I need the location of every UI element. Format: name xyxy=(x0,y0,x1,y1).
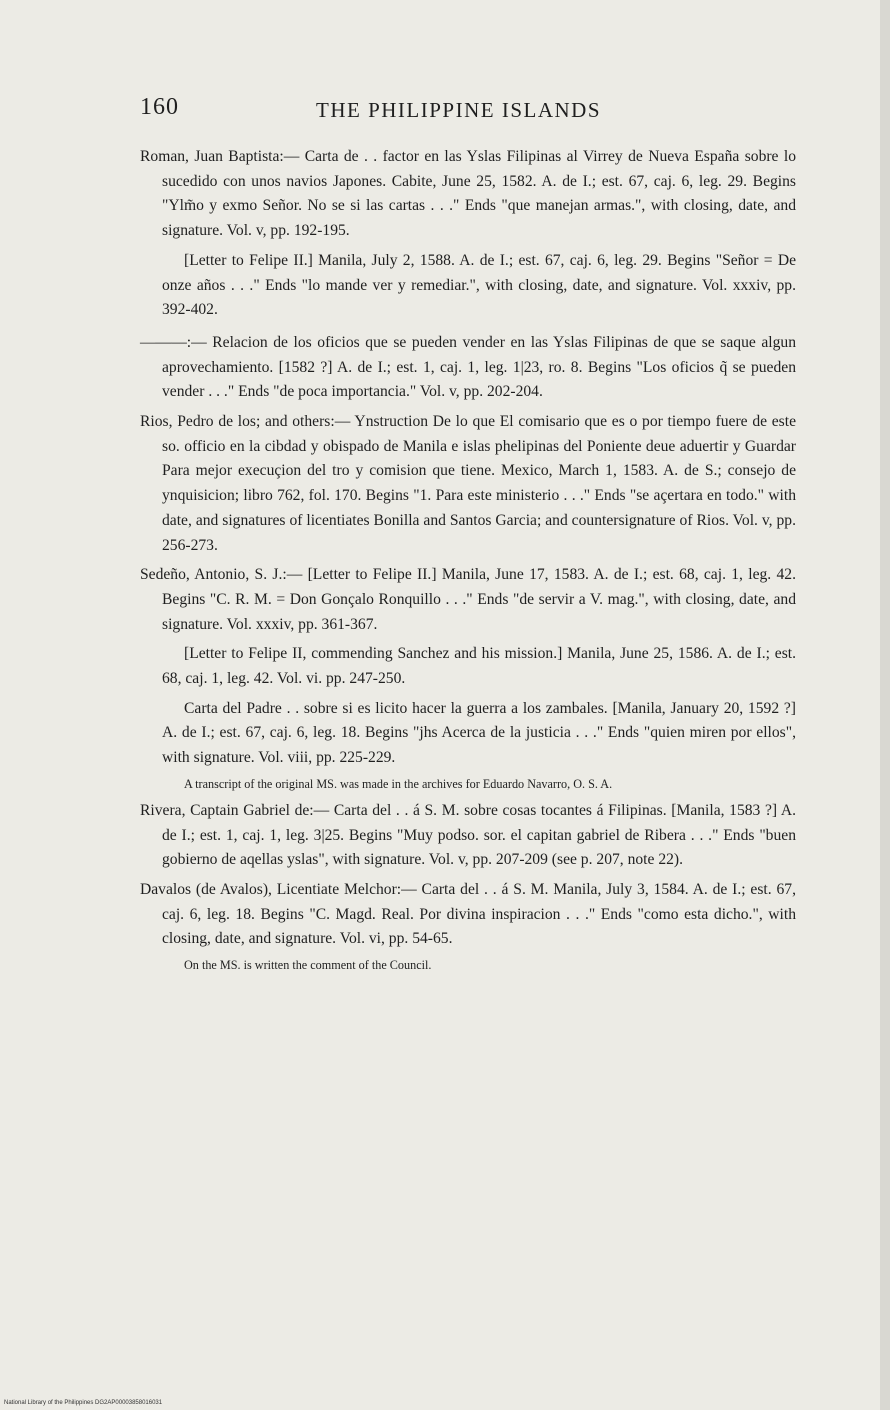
page-number: 160 xyxy=(140,94,179,120)
entry-rivera: Rivera, Captain Gabriel de:— Carta del . . á S. M. sobre cosas tocantes á Filipinas. [Manila, 1583 ?] A. de I.; est. 1, caj. 1, leg. 3|25. Begins "Muy podso. sor. el capitan gabriel de Ribera . . ." Ends "buen gobierno de aqellas yslas", with signature. Vol. v, pp. 207-209 (see p. 207, note 22). xyxy=(140,801,796,869)
page-edge xyxy=(880,0,890,1410)
entry-sedeno: Sedeño, Antonio, S. J.:— [Letter to Felipe II.] Manila, June 17, 1583. A. de I.; est. 68, caj. 1, leg. 42. Begins "C. R. M. = Don Gonçalo Ronquillo . . ." Ends "de servir a V. mag.", with closing, date, and signature. Vol. xxxiv, pp. 361-367. xyxy=(140,566,796,633)
bibliography-text xyxy=(140,145,796,980)
entry-sedeno-carta: Carta del Padre . . sobre si es licito hacer la guerra a los zambales. [Manila, January 20, 1592 ?] A. de I.; est. 67, caj. 6, leg. 18. Begins "jhs Acerca de la justicia . . ." Ends "quien miren por ellos", with signature. Vol. viii, pp. 225-229. xyxy=(162,699,796,767)
entry-roman: Roman, Juan Baptista:— Carta de . . factor en las Yslas Filipinas al Virrey de Nueva España sobre lo sucedido con unos navios Japones. Cabite, June 25, 1582. A. de I.; est. 67, caj. 6, leg. 29. Begins "Ylm̃o y exmo Señor. No se si las cartas . . ." Ends "que manejan armas.", with closing, date, and signature. Vol. v, pp. 192-195. xyxy=(140,148,796,240)
running-title: THE PHILIPPINE ISLANDS xyxy=(316,98,601,122)
transcript-note: A transcript of the original MS. was made in the archives for Eduardo Navarro, O. S. A. xyxy=(184,776,613,791)
entry-davalos: Davalos (de Avalos), Licentiate Melchor:— Carta del . . á S. M. Manila, July 3, 1584. A. de I.; est. 67, caj. 6, leg. 18. Begins "C. Magd. Real. Por divina inspiracion . . ." Ends "como esta dicho.", with closing, date, and signature. Vol. vi, pp. 54-65. xyxy=(140,880,796,948)
library-credit: National Library of the Philippines DG2AP00003858016031 xyxy=(4,1400,163,1406)
entry-sedeno-letter: [Letter to Felipe II, commending Sanchez and his mission.] Manila, June 25, 1586. A. de I.; est. 68, caj. 1, leg. 42. Vol. vi. pp. 247-250. xyxy=(162,645,796,688)
council-note: On the MS. is written the comment of the Council. xyxy=(184,958,432,973)
page-header xyxy=(140,94,800,130)
entry-roman-letter: [Letter to Felipe II.] Manila, July 2, 1588. A. de I.; est. 67, caj. 6, leg. 29. Begins "Señor = De onze años . . ." Ends "lo mande ver y remediar.", with closing, date, and signature. Vol. xxxiv, pp. 392-402. xyxy=(162,251,796,319)
entry-relacion: ———:— Relacion de los oficios que se pueden vender en las Yslas Filipinas de que se saque algun aprovechamiento. [1582 ?] A. de I.; est. 1, caj. 1, leg. 1|23, ro. 8. Begins "Los oficios q̃ se pueden vender . . ." Ends "de poca importancia." Vol. v, pp. 202-204. xyxy=(140,333,796,401)
entry-rios: Rios, Pedro de los; and others:— Ynstruction De lo que El comisario que es o por tiempo fuere de este so. officio en la cibdad y obispado de Manila e islas phelipinas del Poniente deue aduertir y Guardar Para mejor execuçion del tro y comision que tiene. Mexico, March 1, 1583. A. de S.; consejo de ynquisicion; libro 762, fol. 170. Begins "1. Para este ministerio . . ." Ends "se açertara en todo." with date, and signatures of licentiates Bonilla and Santos Garcia; and countersignature of Rios. Vol. v, pp. 256-273. xyxy=(140,413,796,554)
